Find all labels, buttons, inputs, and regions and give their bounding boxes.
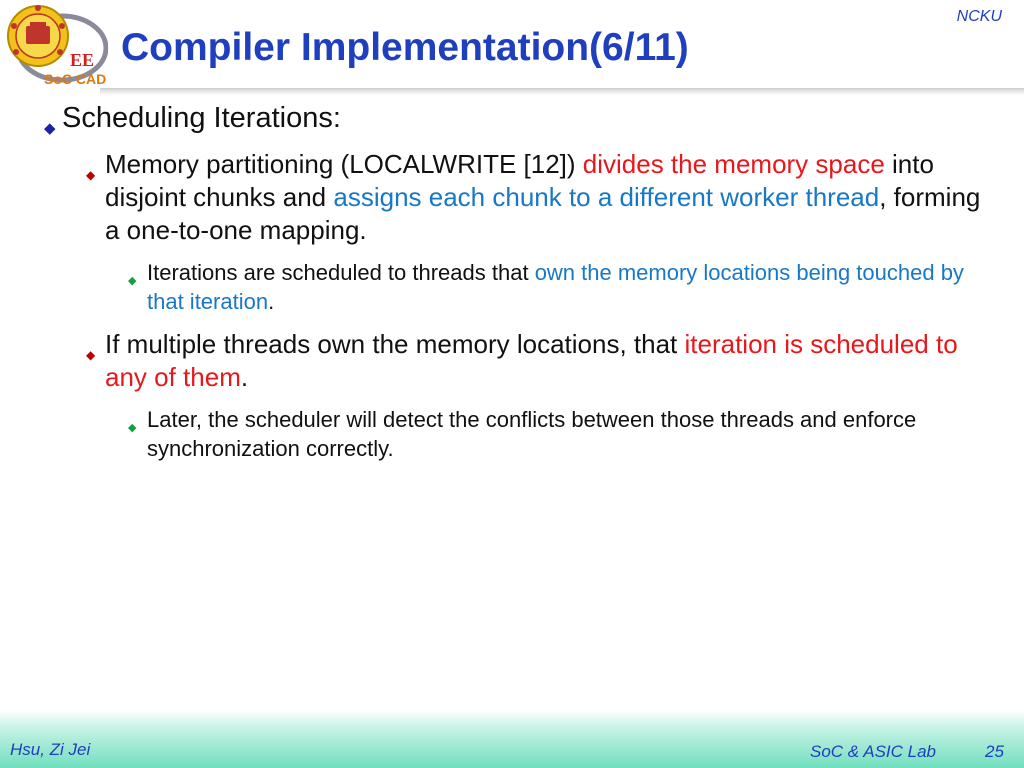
text-run: If multiple threads own the memory locations, that xyxy=(105,329,685,359)
text-run: Iterations are scheduled to threads that xyxy=(147,260,535,285)
slide-title: Compiler Implementation(6/11) xyxy=(121,26,689,69)
diamond-bullet-icon: ◆ xyxy=(86,168,96,182)
diamond-bullet-icon: ◆ xyxy=(86,348,96,362)
bullet-level1 xyxy=(44,100,1004,136)
text-run: . xyxy=(268,289,275,314)
bullet-text xyxy=(105,328,998,394)
bullet-text xyxy=(147,258,988,316)
text-run: Memory partitioning (LOCALWRITE [12]) xyxy=(105,149,583,179)
diamond-bullet-icon: ◆ xyxy=(44,120,56,137)
footer-band xyxy=(0,710,1024,768)
emphasis-blue: own the memory locations being touched by that iteration xyxy=(147,260,964,314)
footer-lab: SoC & ASIC Lab xyxy=(810,742,936,761)
bullet-text xyxy=(105,148,998,247)
bullet-level2 xyxy=(86,148,998,247)
soc-cad-logo xyxy=(4,2,108,88)
ee-logo-text: EE xyxy=(70,50,95,70)
bullet-level3 xyxy=(128,258,988,316)
footer-author: Hsu, Zi Jei xyxy=(10,740,91,759)
soc-cad-logo-text: SoC CAD xyxy=(44,71,107,87)
bullet-text: Later, the scheduler will detect the conflicts between those threads and enforce synchronization correctly. xyxy=(147,407,917,461)
diamond-bullet-icon: ◆ xyxy=(128,422,137,434)
title-underline xyxy=(100,88,1024,95)
emphasis-blue: assigns each chunk to a different worker thread xyxy=(333,182,880,212)
bullet-text: Scheduling Iterations: xyxy=(62,102,341,134)
bullet-level2 xyxy=(86,328,998,394)
text-run: . xyxy=(240,362,249,392)
bullet-level3 xyxy=(128,405,988,463)
text-run: into disjoint chunks and xyxy=(105,149,934,212)
emphasis-red: divides the memory space xyxy=(582,149,885,179)
org-label: NCKU xyxy=(956,8,1002,25)
diamond-bullet-icon: ◆ xyxy=(128,275,137,287)
text-run: , forming a one-to-one mapping. xyxy=(105,182,981,245)
emphasis-red: iteration is scheduled to any of them xyxy=(105,329,958,392)
page-number: 25 xyxy=(985,742,1004,761)
